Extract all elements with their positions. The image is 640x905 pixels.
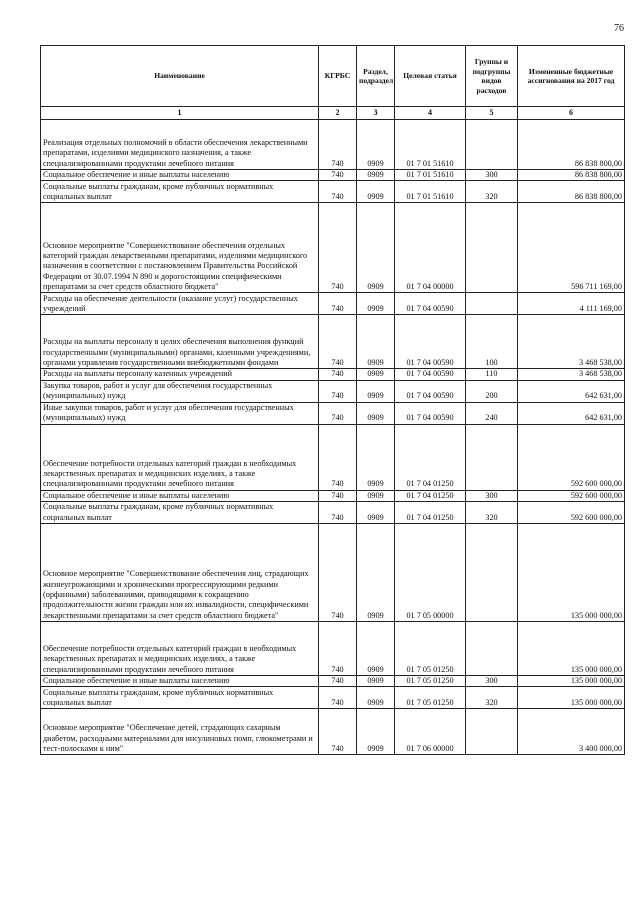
row-target-article: 01 7 04 00590 <box>395 315 466 369</box>
header-allocation: Измененные бюджетные ассигнования на 2017 год <box>518 46 625 107</box>
row-target-article: 01 7 01 51610 <box>395 170 466 181</box>
row-target-article: 01 7 04 00590 <box>395 402 466 424</box>
row-section: 0909 <box>357 501 395 523</box>
row-kgrbs: 740 <box>319 380 357 402</box>
row-section: 0909 <box>357 424 395 490</box>
row-expense-group: 110 <box>466 369 518 380</box>
row-kgrbs: 740 <box>319 709 357 755</box>
row-name: Иные закупки товаров, работ и услуг для обеспечения государственных (муниципальных) нужд <box>41 402 319 424</box>
page-number: 76 <box>614 23 624 34</box>
row-name: Основное мероприятие "Совершенствование обеспечения лиц, страдающих жизнеугрожающими и хроническими прогрессирующими редкими (орфанными) заболеваниями, приводящими к сокращению продолжительности жизни граждан или их инвалидности, специфическими лекарственными препаратами за счет средств областного бюджета" <box>41 523 319 621</box>
row-name: Закупка товаров, работ и услуг для обеспечения государственных (муниципальных) нужд <box>41 380 319 402</box>
row-target-article: 01 7 05 01250 <box>395 687 466 709</box>
table-row <box>41 709 625 755</box>
table-header-row <box>41 46 625 107</box>
row-kgrbs: 740 <box>319 523 357 621</box>
row-expense-group <box>466 424 518 490</box>
row-target-article: 01 7 04 01250 <box>395 501 466 523</box>
table-row <box>41 424 625 490</box>
table-row <box>41 621 625 675</box>
row-target-article: 01 7 06 00000 <box>395 709 466 755</box>
row-name: Социальные выплаты гражданам, кроме публичных нормативных социальных выплат <box>41 181 319 203</box>
row-section: 0909 <box>357 402 395 424</box>
row-amount: 135 000 000,00 <box>518 621 625 675</box>
row-section: 0909 <box>357 523 395 621</box>
row-target-article: 01 7 04 00590 <box>395 293 466 315</box>
row-section: 0909 <box>357 675 395 686</box>
row-name: Социальное обеспечение и иные выплаты населению <box>41 170 319 181</box>
row-name: Социальное обеспечение и иные выплаты населению <box>41 490 319 501</box>
row-section: 0909 <box>357 315 395 369</box>
row-amount: 592 600 000,00 <box>518 424 625 490</box>
row-target-article: 01 7 04 01250 <box>395 490 466 501</box>
row-target-article: 01 7 04 00000 <box>395 203 466 293</box>
row-kgrbs: 740 <box>319 181 357 203</box>
row-kgrbs: 740 <box>319 675 357 686</box>
row-name: Реализация отдельных полномочий в области обеспечения лекарственными препаратами, изделиями медицинского назначения, а также специализированными продуктами лечебного питания <box>41 120 319 170</box>
row-kgrbs: 740 <box>319 621 357 675</box>
row-amount: 596 711 169,00 <box>518 203 625 293</box>
row-section: 0909 <box>357 621 395 675</box>
table-row <box>41 181 625 203</box>
column-number: 4 <box>395 107 466 120</box>
header-kgrbs: КГРБС <box>319 46 357 107</box>
row-expense-group: 300 <box>466 170 518 181</box>
column-number: 2 <box>319 107 357 120</box>
table-row <box>41 501 625 523</box>
row-kgrbs: 740 <box>319 293 357 315</box>
row-name: Расходы на выплаты персоналу в целях обеспечения выполнения функций государственными (муниципальными) органами, казенными учреждениями, органами управления государственными внебюджетными фондами <box>41 315 319 369</box>
row-kgrbs: 740 <box>319 120 357 170</box>
row-amount: 135 000 000,00 <box>518 675 625 686</box>
row-target-article: 01 7 04 01250 <box>395 424 466 490</box>
row-expense-group: 300 <box>466 490 518 501</box>
row-name: Социальные выплаты гражданам, кроме публичных нормативных социальных выплат <box>41 687 319 709</box>
column-number: 5 <box>466 107 518 120</box>
row-section: 0909 <box>357 687 395 709</box>
row-expense-group: 320 <box>466 687 518 709</box>
column-number: 1 <box>41 107 319 120</box>
row-expense-group <box>466 621 518 675</box>
row-amount: 3 468 538,00 <box>518 315 625 369</box>
header-name: Наименование <box>41 46 319 107</box>
row-expense-group: 100 <box>466 315 518 369</box>
row-section: 0909 <box>357 170 395 181</box>
table-row <box>41 315 625 369</box>
row-amount: 86 838 800,00 <box>518 181 625 203</box>
row-name: Обеспечение потребности отдельных категорий граждан в необходимых лекарственных препаратах и медицинских изделиях, а также специализированными продуктами лечебного питания <box>41 424 319 490</box>
row-target-article: 01 7 05 00000 <box>395 523 466 621</box>
row-kgrbs: 740 <box>319 402 357 424</box>
row-section: 0909 <box>357 369 395 380</box>
row-expense-group: 200 <box>466 380 518 402</box>
row-kgrbs: 740 <box>319 170 357 181</box>
row-amount: 642 631,00 <box>518 380 625 402</box>
row-amount: 3 400 000,00 <box>518 709 625 755</box>
table-row <box>41 490 625 501</box>
row-name: Основное мероприятие "Совершенствование обеспечения отдельных категорий граждан лекарственными препаратами, изделиями медицинского назначения в соответствии с постановлением Правительства Российской Федерации от 30.07.1994 N 890 и дорогостоящими специфическими препаратами за счет средств областного бюджета" <box>41 203 319 293</box>
table-row <box>41 402 625 424</box>
row-expense-group: 320 <box>466 181 518 203</box>
row-expense-group: 240 <box>466 402 518 424</box>
row-kgrbs: 740 <box>319 315 357 369</box>
table-row <box>41 293 625 315</box>
row-name: Социальные выплаты гражданам, кроме публичных нормативных социальных выплат <box>41 501 319 523</box>
row-amount: 3 468 538,00 <box>518 369 625 380</box>
row-amount: 592 600 000,00 <box>518 490 625 501</box>
row-kgrbs: 740 <box>319 203 357 293</box>
row-target-article: 01 7 05 01250 <box>395 675 466 686</box>
header-target-article: Целевая статья <box>395 46 466 107</box>
row-kgrbs: 740 <box>319 501 357 523</box>
row-section: 0909 <box>357 380 395 402</box>
table-row <box>41 170 625 181</box>
row-expense-group <box>466 293 518 315</box>
column-number-row <box>41 107 625 120</box>
row-name: Расходы на выплаты персоналу казенных учреждений <box>41 369 319 380</box>
budget-table <box>40 45 625 755</box>
row-kgrbs: 740 <box>319 424 357 490</box>
row-expense-group <box>466 203 518 293</box>
row-name: Социальное обеспечение и иные выплаты населению <box>41 675 319 686</box>
header-expense-group: Группы и подгруппы видов расходов <box>466 46 518 107</box>
table-row <box>41 369 625 380</box>
row-amount: 86 838 800,00 <box>518 170 625 181</box>
row-section: 0909 <box>357 120 395 170</box>
row-amount: 4 111 169,00 <box>518 293 625 315</box>
table-row <box>41 687 625 709</box>
row-amount: 135 000 000,00 <box>518 687 625 709</box>
row-name: Основное мероприятие "Обеспечение детей, страдающих сахарным диабетом, расходными материалами для инсулиновых помп, глюкометрами и тест-полосками к ним" <box>41 709 319 755</box>
row-kgrbs: 740 <box>319 369 357 380</box>
table-row <box>41 675 625 686</box>
table-body <box>41 120 625 755</box>
column-number: 6 <box>518 107 625 120</box>
row-target-article: 01 7 01 51610 <box>395 181 466 203</box>
row-kgrbs: 740 <box>319 687 357 709</box>
row-section: 0909 <box>357 181 395 203</box>
row-section: 0909 <box>357 709 395 755</box>
row-target-article: 01 7 04 00590 <box>395 380 466 402</box>
row-section: 0909 <box>357 293 395 315</box>
row-name: Расходы на обеспечение деятельности (оказание услуг) государственных учреждений <box>41 293 319 315</box>
row-expense-group: 320 <box>466 501 518 523</box>
row-amount: 592 600 000,00 <box>518 501 625 523</box>
row-amount: 86 838 800,00 <box>518 120 625 170</box>
row-name: Обеспечение потребности отдельных категорий граждан в необходимых лекарственных препаратах и медицинских изделиях, а также специализированными продуктами лечебного питания <box>41 621 319 675</box>
row-amount: 135 000 000,00 <box>518 523 625 621</box>
table-row <box>41 523 625 621</box>
header-section: Раздел, подраздел <box>357 46 395 107</box>
row-target-article: 01 7 05 01250 <box>395 621 466 675</box>
table-row <box>41 120 625 170</box>
row-target-article: 01 7 01 51610 <box>395 120 466 170</box>
row-kgrbs: 740 <box>319 490 357 501</box>
row-section: 0909 <box>357 490 395 501</box>
row-expense-group: 300 <box>466 675 518 686</box>
column-number: 3 <box>357 107 395 120</box>
table-row <box>41 380 625 402</box>
row-amount: 642 631,00 <box>518 402 625 424</box>
row-section: 0909 <box>357 203 395 293</box>
row-target-article: 01 7 04 00590 <box>395 369 466 380</box>
row-expense-group <box>466 709 518 755</box>
row-expense-group <box>466 120 518 170</box>
table-row <box>41 203 625 293</box>
row-expense-group <box>466 523 518 621</box>
